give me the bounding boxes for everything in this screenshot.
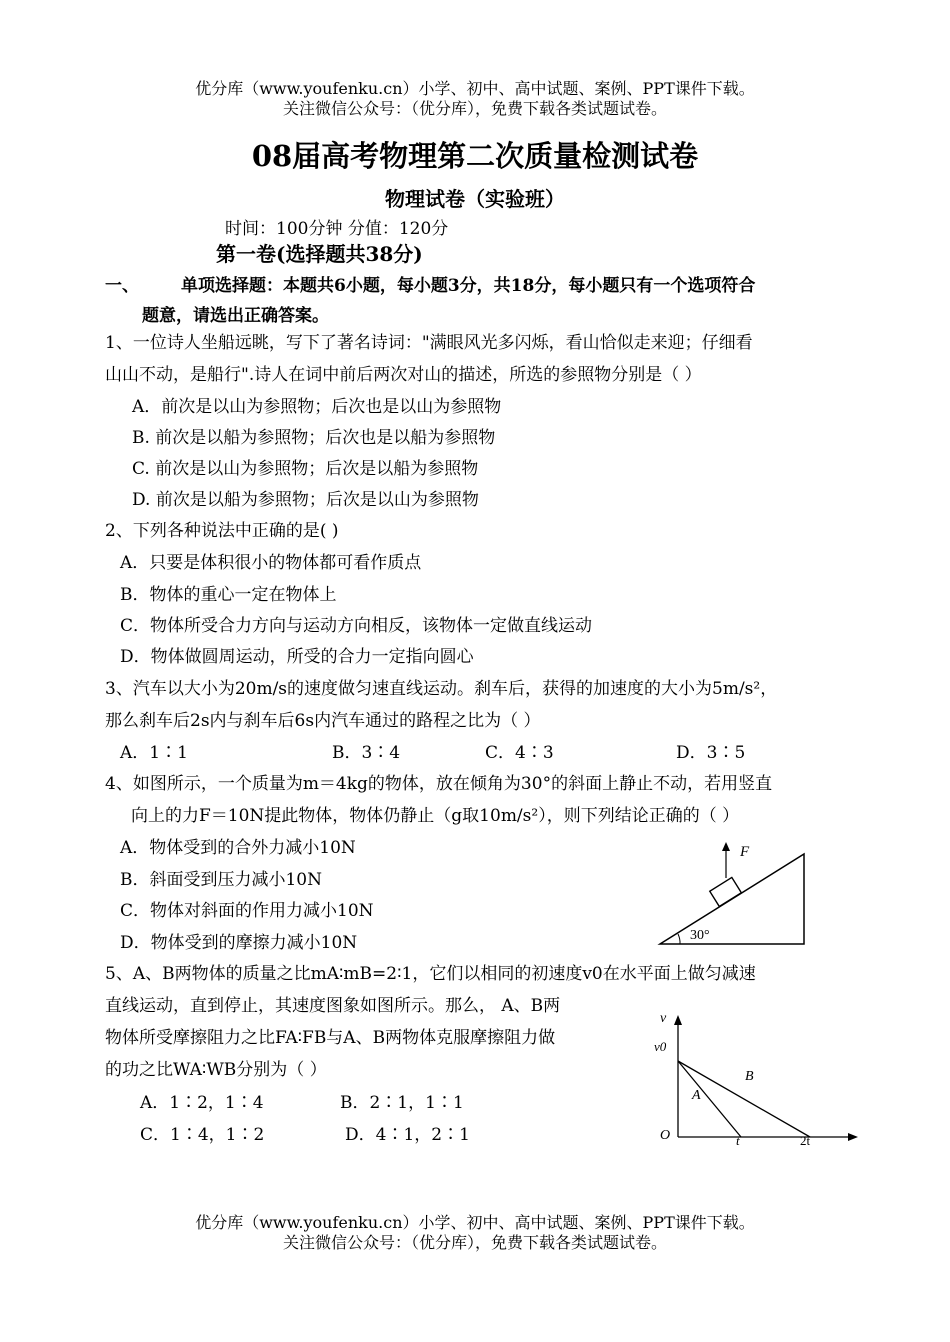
- q1-stem-line-2: 山山不动，是船行".诗人在词中前后两次对山的描述，所选的参照物分别是（ ）: [105, 365, 702, 385]
- section-heading-line-1: 单项选择题：本题共6小题，每小题3分，共18分，每小题只有一个选项符合: [181, 276, 756, 296]
- page-subtitle: 物理试卷（实验班）: [385, 187, 565, 211]
- q5-option-b: B．2∶1，1∶1: [340, 1093, 464, 1113]
- line-a: [678, 1061, 741, 1137]
- q4-stem-line-1: 4、如图所示，一个质量为m＝4kg的物体，放在倾角为30°的斜面上静止不动，若用竖直: [105, 774, 773, 794]
- vt-graph: [650, 1005, 862, 1147]
- footer-line-2: 关注微信公众号：（优分库），免费下载各类试题试卷。: [282, 1233, 667, 1252]
- q4-option-a: A．物体受到的合外力减小10N: [120, 838, 356, 858]
- q2-option-d: D．物体做圆周运动，所受的合力一定指向圆心: [120, 647, 474, 667]
- q5-stem-line-1: 5、A、B两物体的质量之比mA∶mB=2∶1，它们以相同的初速度v0在水平面上做匀减速: [105, 964, 756, 984]
- q2-option-a: A．只要是体积很小的物体都可看作质点: [120, 553, 422, 573]
- line-b-label: B: [745, 1069, 754, 1084]
- q4-option-d: D．物体受到的摩擦力减小10N: [120, 933, 358, 953]
- t1-label: t: [736, 1133, 740, 1147]
- q5-stem-line-4: 的功之比WA∶WB分别为（ ）: [105, 1060, 327, 1080]
- q4-option-c: C．物体对斜面的作用力减小10N: [120, 901, 374, 921]
- q3-option-b: B．3∶4: [332, 743, 401, 763]
- page-title: 08届高考物理第二次质量检测试卷: [251, 139, 699, 173]
- section-heading-line-2: 题意，请选出正确答案。: [142, 306, 329, 326]
- q1-option-c: C. 前次是以山为参照物；后次是以船为参照物: [132, 459, 479, 479]
- q5-option-a: A．1∶2，1∶4: [140, 1093, 264, 1113]
- angle-label: 30°: [690, 928, 710, 943]
- q1-option-b: B. 前次是以船为参照物；后次也是以船为参照物: [132, 428, 496, 448]
- part-title: 第一卷(选择题共38分): [216, 242, 423, 266]
- q3-stem-line-2: 那么刹车后2s内与刹车后6s内汽车通过的路程之比为（ ）: [105, 711, 541, 731]
- q2-stem: 2、下列各种说法中正确的是( ): [105, 521, 339, 541]
- q3-option-c: C．4∶3: [485, 743, 554, 763]
- exam-info: 时间：100分钟 分值：120分: [225, 219, 449, 239]
- q5-stem-line-3: 物体所受摩擦阻力之比FA∶FB与A、B两物体克服摩擦阻力做: [105, 1028, 556, 1048]
- header-line-1: 优分库（www.youfenku.cn）小学、初中、高中试题、案例、PPT课件下载。: [195, 79, 755, 98]
- origin-label: O: [660, 1128, 671, 1143]
- q1-option-a: A．前次是以山为参照物；后次也是以山为参照物: [132, 397, 502, 417]
- footer-line-1: 优分库（www.youfenku.cn）小学、初中、高中试题、案例、PPT课件下载。: [195, 1213, 755, 1232]
- line-a-label: A: [692, 1088, 701, 1103]
- incline-figure: [650, 838, 820, 950]
- q4-stem-line-2: 向上的力F＝10N提此物体，物体仍静止（g取10m/s²），则下列结论正确的（ ）: [131, 806, 740, 826]
- q1-option-d: D. 前次是以船为参照物；后次是以山为参照物: [132, 490, 479, 510]
- q5-stem-line-2: 直线运动，直到停止，其速度图象如图所示。那么， A、B两: [105, 996, 561, 1016]
- q5-option-d: D．4∶1，2∶1: [345, 1125, 470, 1145]
- force-arrow-head: [722, 842, 730, 851]
- header-line-2: 关注微信公众号：（优分库），免费下载各类试题试卷。: [282, 99, 667, 118]
- v-axis-arrow: [674, 1015, 682, 1025]
- q2-option-c: C．物体所受合力方向与运动方向相反，该物体一定做直线运动: [120, 616, 593, 636]
- t-axis-arrow: [848, 1133, 858, 1141]
- q2-option-b: B．物体的重心一定在物体上: [120, 585, 337, 605]
- block-on-incline: [710, 877, 742, 906]
- q1-stem-line-1: 1、一位诗人坐船远眺，写下了著名诗词："满眼风光多闪烁，看山恰似走来迎；仔细看: [105, 333, 753, 353]
- t2-label: 2t: [800, 1133, 811, 1147]
- angle-arc: [678, 934, 680, 944]
- q3-option-d: D．3∶5: [676, 743, 746, 763]
- force-label: F: [740, 844, 750, 860]
- q3-option-a: A．1∶1: [120, 743, 188, 763]
- q3-stem-line-1: 3、汽车以大小为20m/s的速度做匀速直线运动。刹车后，获得的加速度的大小为5m/s²，: [105, 679, 778, 699]
- q5-option-c: C．1∶4，1∶2: [140, 1125, 265, 1145]
- q4-option-b: B．斜面受到压力减小10N: [120, 870, 322, 890]
- v-axis-label: v: [660, 1011, 667, 1026]
- section-number: 一、: [105, 276, 139, 296]
- v0-label: v0: [654, 1039, 667, 1054]
